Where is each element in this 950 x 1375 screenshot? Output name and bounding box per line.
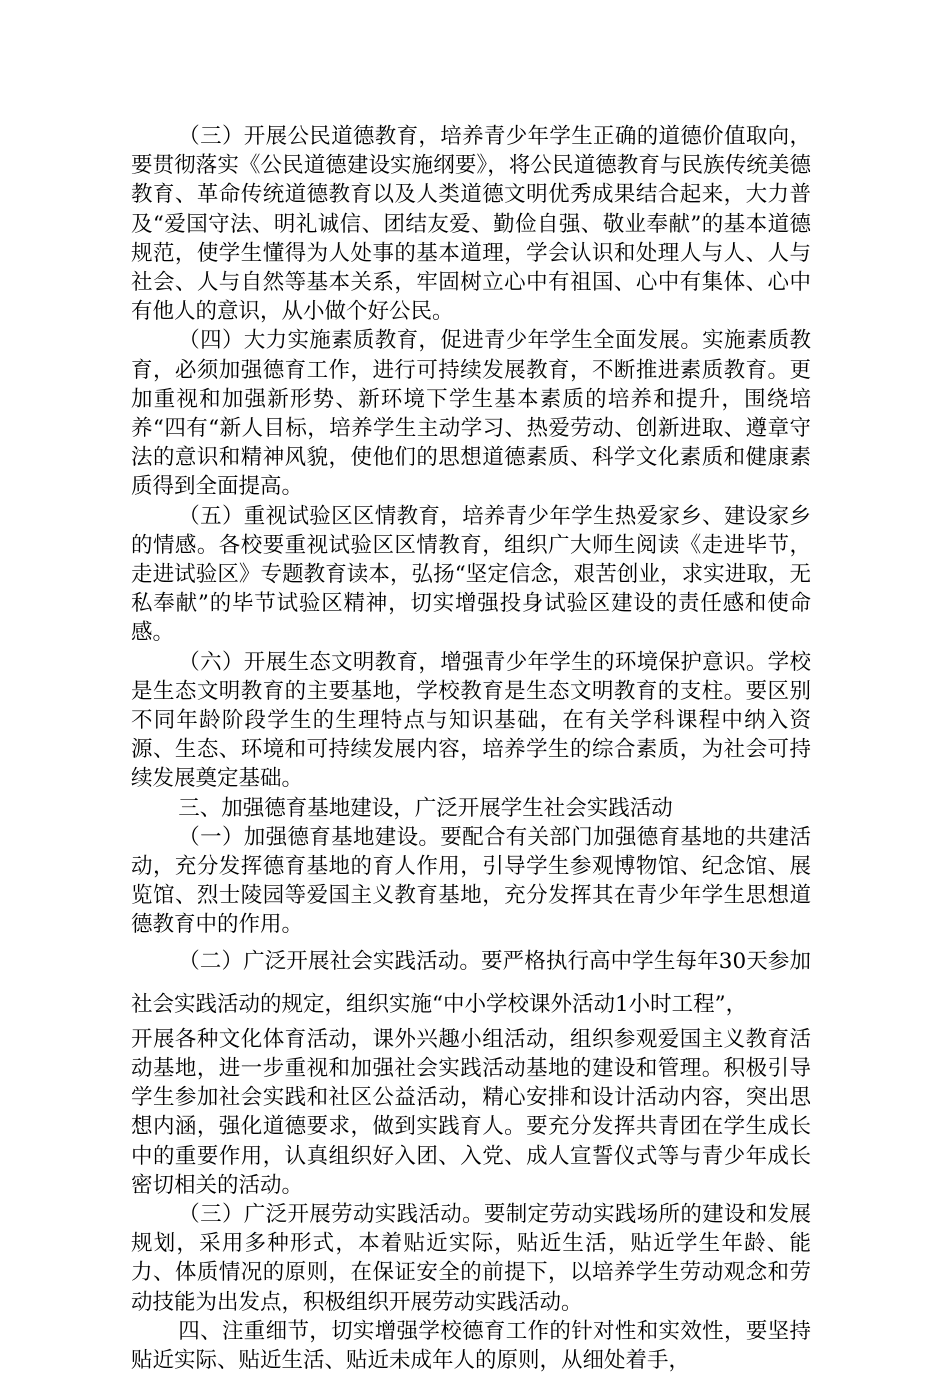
document-page [131, 122, 811, 1375]
paragraph-moral-education: （三）开展公民道德教育，培养青少年学生正确的道德价值取向，要贯彻落实《公民道德建设实施纲要》，将公民道德教育与民族传统美德教育、革命传统道德教育以及人类道德文明优秀成果结合起来，大力普及“爱国守法、明礼诚信、团结友爱、勤俭自强、敬业奉献”的基本道德规范，使学生懂得为人处事的基本道理，学会认识和处理人与人、人与社会、人与自然等基本关系，牢固树立心中有祖国、心中有集体、心中有他人的意识，从小做个好公民。 [131, 124, 811, 325]
paragraph-base-construction: （一）加强德育基地建设。要配合有关部门加强德育基地的共建活动，充分发挥德育基地的育人作用，引导学生参观博物馆、纪念馆、展览馆、烈士陵园等爱国主义教育基地，充分发挥其在青少年学生思想道德教育中的作用。 [131, 824, 811, 938]
paragraph-social-practice: （二）广泛开展社会实践活动。要严格执行高中学生每年30天参加社会实践活动的规定，组织实施“中小学校课外活动1小时工程”， [131, 948, 811, 1017]
paragraph-labor-practice: （三）广泛开展劳动实践活动。要制定劳动实践场所的建设和发展规划，采用多种形式，本着贴近实际，贴近生活，贴近学生年龄、能力、体质情况的原则，在保证安全的前提下，以培养学生劳动观念和劳动技能为出发点，积极组织开展劳动实践活动。 [131, 1201, 811, 1315]
paragraph-quality-education: （四）大力实施素质教育，促进青少年学生全面发展。实施素质教育，必须加强德育工作，进行可持续发展教育，不断推进素质教育。更加重视和加强新形势、新环境下学生基本素质的培养和提升，围绕培养“四有“新人目标，培养学生主动学习、热爱劳动、创新进取、遵章守法的意识和精神风貌，使他们的思想道德素质、科学文化素质和健康素质得到全面提高。 [131, 328, 811, 500]
section-heading-three: 三、加强德育基地建设，广泛开展学生社会实践活动 [178, 795, 673, 821]
paragraph-social-practice-continued: 开展各种文化体育活动，课外兴趣小组活动，组织参观爱国主义教育活动基地，进一步重视和加强社会实践活动基地的建设和管理。积极引导学生参加社会实践和社区公益活动，精心安排和设计活动内容，突出思想内涵，强化道德要求，做到实践育人。要充分发挥共青团在学生成长中的重要作用，认真组织好入团、入党、成人宣誓仪式等与青少年成长密切相关的活动。 [131, 1026, 811, 1198]
paragraph-ecology-education: （六）开展生态文明教育，增强青少年学生的环境保护意识。学校是生态文明教育的主要基地，学校教育是生态文明教育的支柱。要区别不同年龄阶段学生的生理特点与知识基础，在有关学科课程中纳入资源、生态、环境和可持续发展内容，培养学生的综合素质，为社会可持续发展奠定基础。 [131, 649, 811, 792]
paragraph-regional-education: （五）重视试验区区情教育，培养青少年学生热爱家乡、建设家乡的情感。各校要重视试验区区情教育，组织广大师生阅读《走进毕节，走进试验区》专题教育读本，弘扬“坚定信念，艰苦创业，求实进取，无私奉献”的毕节试验区精神，切实增强投身试验区建设的责任感和使命感。 [131, 503, 811, 646]
section-heading-four: 四、注重细节，切实增强学校德育工作的针对性和实效性，要坚持贴近实际、贴近生活、贴近未成年人的原则，从细处着手， [131, 1318, 811, 1373]
